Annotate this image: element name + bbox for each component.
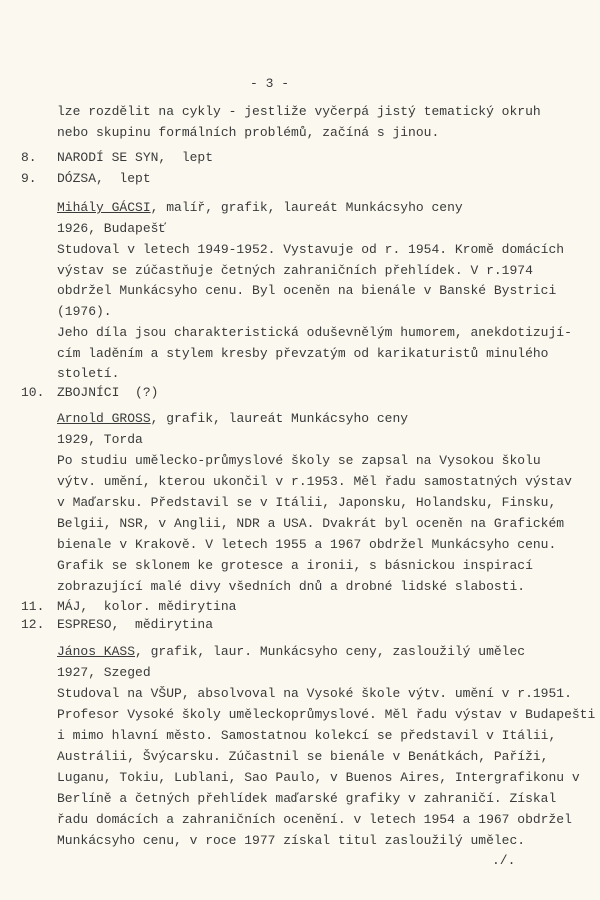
bio-line: v Maďarsku. Představil se v Itálii, Japonsku, Holandsku, Finsku, — [57, 495, 557, 510]
artist-born: 1926, Budapešť — [57, 221, 167, 236]
artist-description: , grafik, laureát Munkácsyho ceny — [150, 411, 409, 426]
bio-line: Grafik se sklonem ke grotesce a ironii, s básnickou inspirací — [57, 558, 533, 573]
artist-name: Arnold GROSS — [57, 411, 151, 426]
artist-name: János KASS — [57, 644, 136, 659]
item-number: 11. — [21, 599, 45, 614]
bio-line: století. — [57, 366, 120, 381]
artist-heading — [57, 644, 525, 660]
item-number: 8. — [21, 150, 37, 165]
bio-line: Munkácsyho cenu, v roce 1977 získal titul zasloužilý umělec. — [57, 833, 526, 848]
bio-line: Jeho díla jsou charakteristická oduševnělým humorem, anekdotizují- — [57, 325, 572, 340]
artist-heading — [57, 411, 408, 427]
intro-line: nebo skupinu formálních problémů, začíná s jinou. — [57, 125, 440, 140]
artist-born: 1927, Szeged — [57, 665, 151, 680]
bio-line: řadu domácích a zahraničních ocenění. v letech 1954 a 1967 obdržel — [57, 812, 572, 827]
bio-line: Belgii, NSR, v Anglii, NDR a USA. Dvakrát byl oceněn na Grafickém — [57, 516, 565, 531]
item-number: 12. — [21, 617, 45, 632]
item-number: 9. — [21, 171, 37, 186]
item-title: NARODÍ SE SYN, lept — [57, 150, 214, 165]
bio-line: bienale v Krakově. V letech 1955 a 1967 obdržel Munkácsyho cenu. — [57, 537, 557, 552]
artist-name: Mihály GÁCSI — [57, 200, 151, 215]
bio-line: (1976). — [57, 304, 112, 319]
bio-line: výstav se zúčastňuje četných zahraničních přehlídek. V r.1974 — [57, 263, 533, 278]
bio-line: Studoval na VŠUP, absolvoval na Vysoké škole výtv. umění v r.1951. — [57, 686, 572, 701]
item-title: ZBOJNÍCI (?) — [57, 385, 159, 400]
continuation-mark: ./. — [492, 853, 516, 868]
bio-line: obdržel Munkácsyho cenu. Byl oceněn na bienále v Banské Bystrici — [57, 283, 557, 298]
item-number: 10. — [21, 385, 45, 400]
item-title: DÓZSA, lept — [57, 171, 151, 186]
artist-description: , grafik, laur. Munkácsyho ceny, zasloužilý umělec — [135, 644, 526, 659]
bio-line: Berlíně a četných přehlídek maďarské grafiky v zahraničí. Získal — [57, 791, 557, 806]
bio-line: Studoval v letech 1949-1952. Vystavuje od r. 1954. Kromě domácích — [57, 242, 565, 257]
page-number: - 3 - — [250, 76, 290, 91]
item-title: MÁJ, kolor. mědirytina — [57, 599, 237, 614]
bio-line: Luganu, Tokiu, Lublani, Sao Paulo, v Buenos Aires, Intergrafikonu v — [57, 770, 580, 785]
bio-line: cím laděním a stylem kresby převzatým od karikaturistů minulého — [57, 346, 549, 361]
bio-line: zobrazující malé divy všedních dnů a drobné lidské slabosti. — [57, 579, 526, 594]
bio-line: Po studiu umělecko-průmyslové školy se zapsal na Vysokou školu — [57, 453, 541, 468]
item-title: ESPRESO, mědirytina — [57, 617, 214, 632]
bio-line: i mimo hlavní město. Samostatnou kolekcí se představil v Itálii, — [57, 728, 557, 743]
intro-line: lze rozdělit na cykly - jestliže vyčerpá jistý tematický okruh — [57, 104, 541, 119]
artist-heading — [57, 200, 463, 216]
artist-born: 1929, Torda — [57, 432, 143, 447]
bio-line: Profesor Vysoké školy uměleckoprůmyslové. Měl řadu výstav v Budapešti — [57, 707, 596, 722]
artist-description: , malíř, grafik, laureát Munkácsyho ceny — [150, 200, 463, 215]
bio-line: výtv. umění, kterou ukončil v r.1953. Měl řadu samostatných výstav — [57, 474, 572, 489]
bio-line: Austrálii, Švýcarsku. Zúčastnil se bienále v Benátkách, Paříži, — [57, 749, 549, 764]
